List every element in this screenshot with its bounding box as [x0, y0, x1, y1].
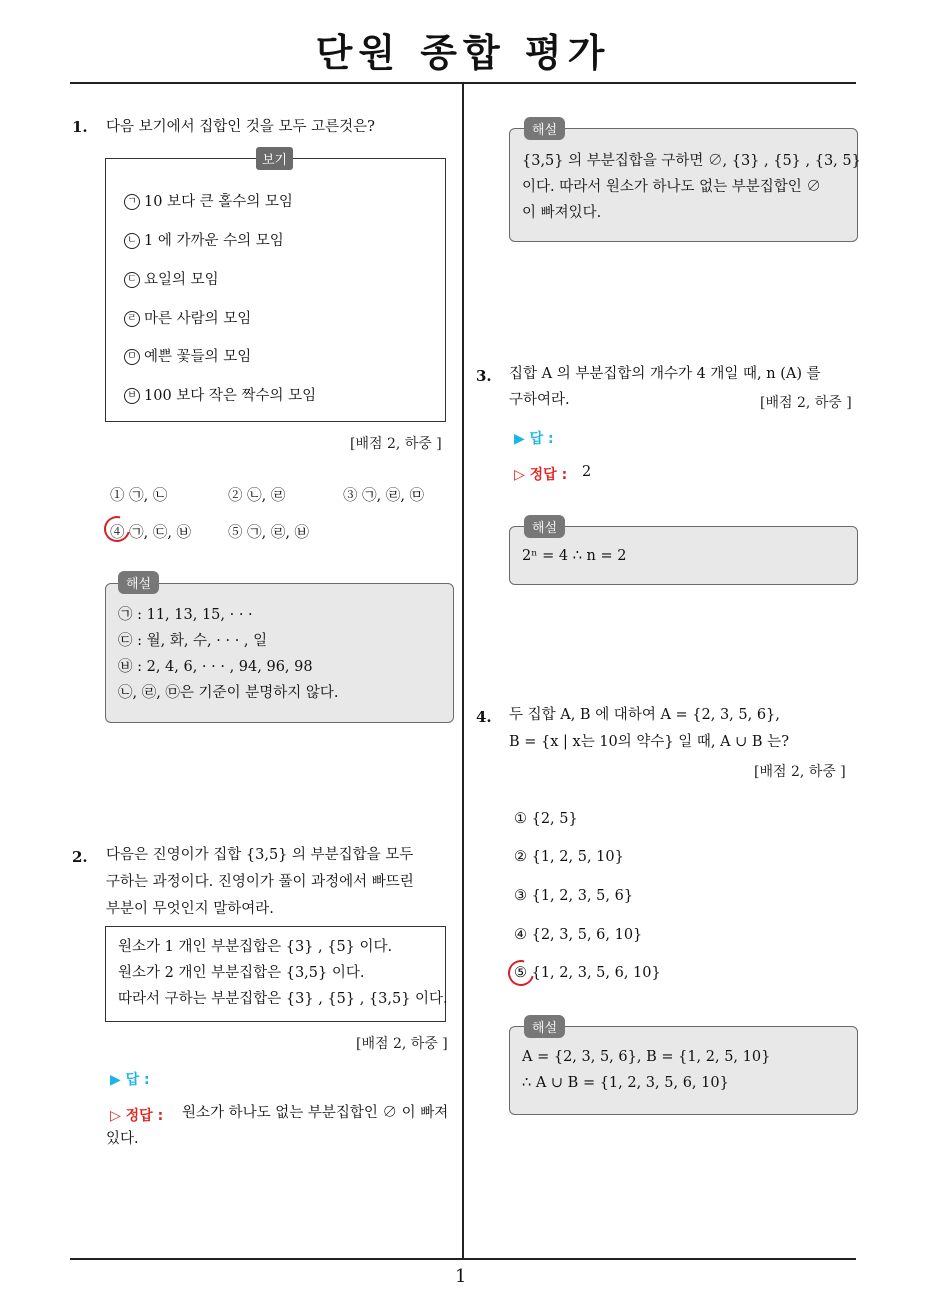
bogi-mark-icon: ㄹ	[124, 311, 140, 327]
q4-solution-line: ∴ A ∪ B = {1, 2, 3, 5, 6, 10}	[522, 1075, 729, 1091]
q1-bogi-item: ㄹ 마른 사람의 모임	[124, 307, 251, 328]
q1-choice-4[interactable]: ④ ㉠, ㉢, ㉥	[110, 525, 192, 541]
q4-score: [배점 2, 하중 ]	[754, 764, 846, 780]
q4-choice-5[interactable]: ⑤ {1, 2, 3, 5, 6, 10}	[514, 965, 661, 981]
q3-solution-line: 2ⁿ = 4 ∴ n = 2	[522, 548, 627, 564]
q1-score: [배점 2, 하중 ]	[350, 436, 442, 452]
q2-text-line: 부분이 무엇인지 말하여라.	[106, 901, 274, 917]
q1-bogi-item: ㅁ 예쁜 꽃들의 모임	[124, 345, 251, 366]
q2-text-line: 구하는 과정이다. 진영이가 풀이 과정에서 빠뜨린	[106, 874, 414, 890]
q1-solution-line: ㉠ : 11, 13, 15, · · ·	[118, 607, 253, 623]
q2-box-line: 원소가 2 개인 부분집합은 {3,5} 이다.	[118, 965, 365, 981]
q2-score: [배점 2, 하중 ]	[356, 1036, 448, 1052]
q1-choice-5[interactable]: ⑤ ㉠, ㉣, ㉥	[228, 525, 310, 541]
q3-number: 3.	[476, 367, 492, 385]
q4-choice-2[interactable]: ② {1, 2, 5, 10}	[514, 849, 624, 865]
q1-bogi-item: ㄱ 10 보다 큰 홀수의 모임	[124, 190, 293, 211]
bogi-mark-icon: ㄷ	[124, 272, 140, 288]
q1-bogi-item: ㅂ 100 보다 작은 짝수의 모임	[124, 384, 316, 405]
q1-solution-line: ㉡, ㉣, ㉤은 기준이 분명하지 않다.	[118, 685, 339, 701]
q1-choice-1[interactable]: ① ㉠, ㉡	[110, 488, 168, 504]
q1-bogi-label: 보기	[256, 147, 293, 170]
q4-number: 4.	[476, 708, 492, 726]
bogi-mark-icon: ㄴ	[124, 233, 140, 249]
page-title: 단원 종합 평가	[315, 31, 611, 75]
q2-text-line: 다음은 진영이가 집합 {3,5} 의 부분집합을 모두	[106, 847, 414, 863]
q2-number: 2.	[72, 848, 88, 866]
q3-text-line: 구하여라.	[509, 392, 570, 408]
q1-solution-line: ㉢ : 월, 화, 수, · · · , 일	[118, 633, 268, 649]
q4-choice-4[interactable]: ④ {2, 3, 5, 6, 10}	[514, 927, 643, 943]
q1-choice-2[interactable]: ② ㉡, ㉣	[228, 488, 286, 504]
q2-solution-line: {3,5} 의 부분집합을 구하면 ∅, {3} , {5} , {3, 5}	[522, 153, 861, 169]
q1-solution-line: ㉥ : 2, 4, 6, · · · , 94, 96, 98	[118, 659, 313, 675]
bogi-mark-icon: ㄱ	[124, 194, 140, 210]
q3-solution-label: 해설	[524, 515, 565, 538]
q2-correct-label: ▷ 정답 :	[110, 1108, 164, 1124]
q2-box-line: 원소가 1 개인 부분집합은 {3} , {5} 이다.	[118, 939, 393, 955]
bogi-mark-icon: ㅁ	[124, 349, 140, 365]
bogi-mark-icon: ㅂ	[124, 388, 140, 404]
q4-solution-label: 해설	[524, 1015, 565, 1038]
q3-correct-answer: 2	[582, 464, 592, 480]
q3-score: [배점 2, 하중 ]	[760, 395, 852, 411]
q3-correct-label: ▷ 정답 :	[514, 467, 568, 483]
q2-box-line: 따라서 구하는 부분집합은 {3} , {5} , {3,5} 이다.	[118, 991, 448, 1007]
page-number: 1	[455, 1266, 467, 1287]
q1-choice-3[interactable]: ③ ㉠, ㉣, ㉤	[343, 488, 425, 504]
q3-answer-label: ▶ 답 :	[514, 431, 554, 447]
q2-solution-label: 해설	[524, 117, 565, 140]
q2-answer-label: ▶ 답 :	[110, 1072, 150, 1088]
q1-bogi-item: ㄷ 요일의 모임	[124, 268, 219, 289]
q3-text-line: 집합 A 의 부분집합의 개수가 4 개일 때, n (A) 를	[509, 366, 821, 382]
q2-correct-answer: 원소가 하나도 없는 부분집합인 ∅ 이 빠져	[182, 1105, 449, 1121]
q2-solution-line: 이다. 따라서 원소가 하나도 없는 부분집합인 ∅	[522, 179, 821, 195]
q4-choice-1[interactable]: ① {2, 5}	[514, 811, 578, 827]
q1-number: 1.	[72, 118, 88, 136]
q1-text: 다음 보기에서 집합인 것을 모두 고른것은?	[106, 119, 375, 135]
q4-text-line: 두 집합 A, B 에 대하여 A = {2, 3, 5, 6},	[509, 707, 780, 723]
q1-solution-label: 해설	[118, 571, 159, 594]
q2-solution-line: 이 빠져있다.	[522, 205, 602, 221]
q1-bogi-item: ㄴ 1 에 가까운 수의 모임	[124, 229, 284, 250]
selected-answer-circle-icon	[503, 955, 539, 991]
q4-text-line: B = {x | x는 10의 약수} 일 때, A ∪ B 는?	[509, 734, 789, 750]
q2-correct-answer-cont: 있다.	[106, 1131, 139, 1147]
footer-divider	[70, 1258, 856, 1260]
q4-solution-line: A = {2, 3, 5, 6}, B = {1, 2, 5, 10}	[522, 1049, 771, 1065]
column-divider	[462, 84, 464, 1260]
q4-choice-3[interactable]: ③ {1, 2, 3, 5, 6}	[514, 888, 634, 904]
